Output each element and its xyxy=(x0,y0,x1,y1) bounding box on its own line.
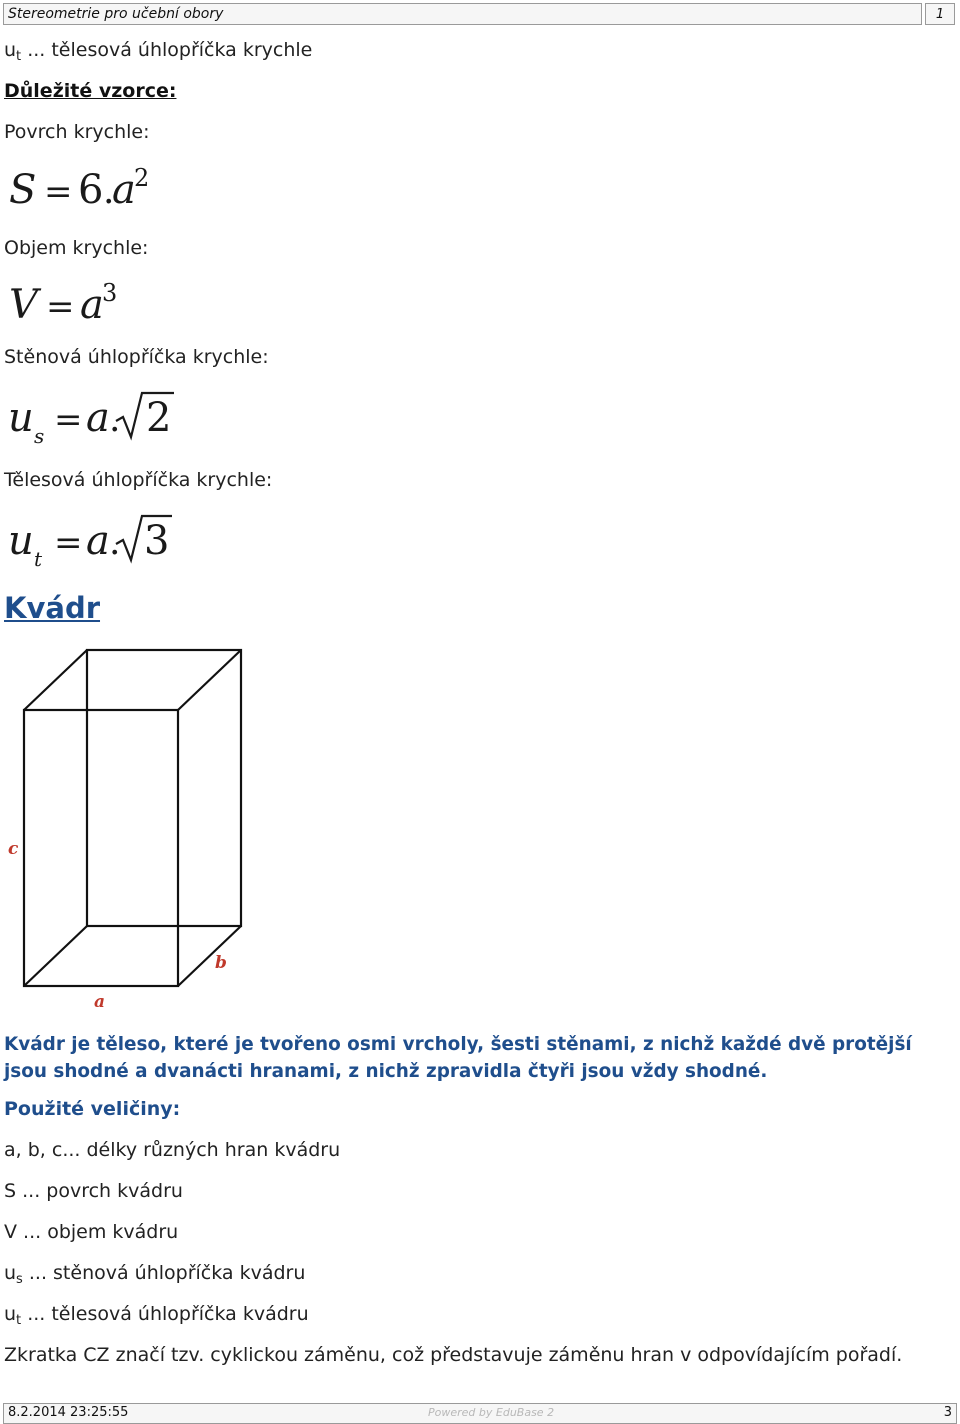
formula-s: S xyxy=(9,167,37,213)
quantity-sub: s xyxy=(16,1272,23,1287)
surface-formula xyxy=(6,160,166,220)
space-diagonal-formula xyxy=(6,508,186,576)
footer-page-number: 3 xyxy=(943,1405,952,1420)
cuboid-figure xyxy=(0,640,260,1024)
quantity-var: S xyxy=(4,1180,17,1202)
face-diagonal-label: Stěnová úhlopříčka krychle: xyxy=(4,346,269,368)
ut-definition xyxy=(4,38,312,62)
quantity-item xyxy=(4,1302,309,1326)
formula-eq: = xyxy=(54,523,83,563)
quantity-desc: ... stěnová úhlopříčka kvádru xyxy=(28,1262,306,1284)
quantity-item xyxy=(4,1220,178,1244)
formula-dot: . xyxy=(109,399,121,440)
formula-root: 2 xyxy=(146,395,172,441)
header-page-number: 1 xyxy=(925,3,955,25)
formula-eq: = xyxy=(46,287,75,327)
section-title-cuboid: Kvádr xyxy=(4,591,101,625)
cyclic-note: Zkratka CZ značí tzv. cyklickou záměnu, což představuje záměnu hran v odpovídajícím pořadí. xyxy=(4,1344,903,1366)
page-footer xyxy=(3,1403,957,1424)
space-diagonal-label: Tělesová úhlopříčka krychle: xyxy=(4,469,273,491)
label-c: c xyxy=(8,839,19,859)
used-quantities-heading: Použité veličiny: xyxy=(4,1098,181,1120)
front-face xyxy=(24,710,178,986)
quantity-item xyxy=(4,1179,183,1203)
formula-a: a xyxy=(80,282,104,328)
quantity-item xyxy=(4,1261,305,1285)
formula-u: u xyxy=(8,518,34,564)
volume-label: Objem krychle: xyxy=(4,237,149,259)
cuboid-description: Kvádr je těleso, které je tvořeno osmi vrcholy, šesti stěnami, z nichž každé dvě protější jsou shodné a dvanácti hranami, z nichž zpravidla čtyři jsou vždy shodné. xyxy=(4,1034,912,1082)
edge-bottom-left xyxy=(24,926,87,986)
ut-var: u xyxy=(4,39,17,61)
face-diagonal-formula xyxy=(6,385,186,453)
quantity-desc: ... povrch kvádru xyxy=(22,1180,183,1202)
label-b: b xyxy=(215,953,227,973)
formula-dot: . xyxy=(103,171,115,212)
formula-sub: s xyxy=(34,424,45,448)
formula-sub: t xyxy=(34,547,43,571)
ut-desc: ... tělesová úhlopříčka krychle xyxy=(27,39,313,61)
footer-datetime: 8.2.2014 23:25:55 xyxy=(8,1405,129,1420)
formula-dot: . xyxy=(109,522,121,563)
label-a: a xyxy=(94,992,106,1012)
formula-u: u xyxy=(8,395,34,441)
edge-top-right xyxy=(178,650,241,710)
formula-exp: 3 xyxy=(102,279,118,307)
quantity-var: V xyxy=(4,1221,17,1243)
formula-exp: 2 xyxy=(134,164,150,192)
document-title: Stereometrie pro učební obory xyxy=(3,3,922,25)
formula-v: V xyxy=(9,282,38,328)
edge-bottom-right xyxy=(178,926,241,986)
quantity-var: u xyxy=(4,1303,17,1325)
surface-label: Povrch krychle: xyxy=(4,121,150,143)
quantity-sub: t xyxy=(16,1313,22,1328)
formula-a: a xyxy=(86,395,110,441)
quantity-item xyxy=(4,1138,340,1162)
footer-powered-by: Powered by EduBase 2 xyxy=(428,1406,555,1419)
volume-formula xyxy=(6,274,136,334)
formula-eq: = xyxy=(54,400,83,440)
important-formulas-heading: Důležité vzorce: xyxy=(4,80,177,102)
quantity-var: u xyxy=(4,1262,17,1284)
formula-a: a xyxy=(86,518,110,564)
quantity-desc: ... délky různých hran kvádru xyxy=(62,1139,341,1161)
formula-six: 6 xyxy=(78,167,104,213)
page-header xyxy=(3,3,955,25)
edge-top-left xyxy=(24,650,87,710)
formula-a: a xyxy=(112,167,136,213)
formula-root: 3 xyxy=(144,518,170,564)
back-face xyxy=(87,650,241,926)
ut-sub: t xyxy=(16,49,22,64)
quantity-desc: ... tělesová úhlopříčka kvádru xyxy=(27,1303,309,1325)
quantity-desc: ... objem kvádru xyxy=(23,1221,179,1243)
quantity-var: a, b, c xyxy=(4,1139,63,1161)
formula-eq: = xyxy=(44,172,73,212)
